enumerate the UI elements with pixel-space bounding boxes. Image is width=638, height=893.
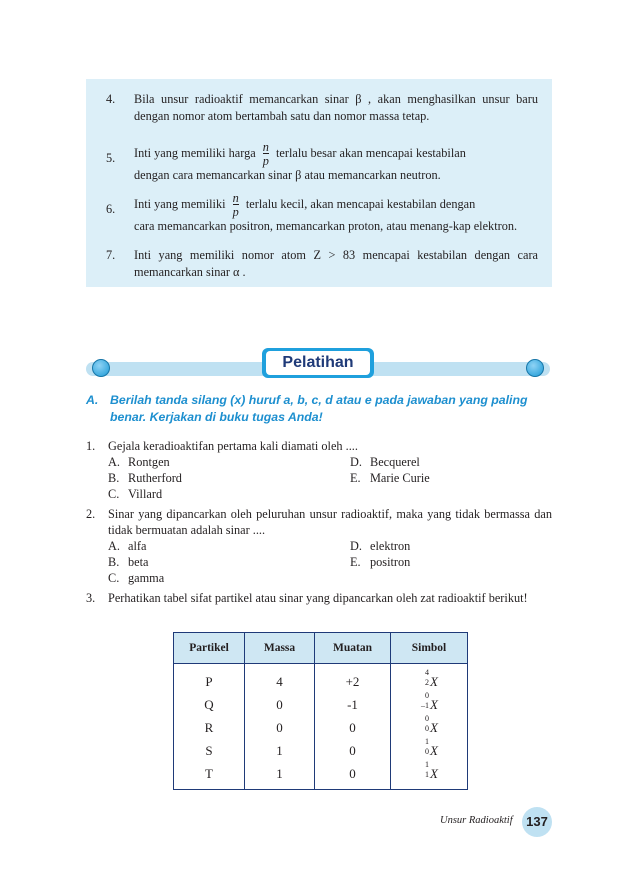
fraction-denominator: p <box>262 154 269 168</box>
option-letter: D. <box>350 539 362 553</box>
instruction <box>86 392 552 426</box>
summary-item-6 <box>106 192 538 235</box>
item-number: 4. <box>106 92 116 106</box>
cell-simbol <box>391 713 468 739</box>
atomic-number: 0 <box>425 746 430 756</box>
option-text: positron <box>370 555 411 569</box>
fraction <box>263 141 269 167</box>
item-number: 7. <box>106 248 116 262</box>
section-title-box <box>262 348 374 378</box>
fraction <box>233 192 239 218</box>
instruction-letter: A. <box>86 393 99 407</box>
option-letter: E. <box>350 471 361 485</box>
column-header: Partikel <box>174 633 245 664</box>
nuclide-symbol <box>420 690 438 713</box>
chapter-name: Unsur Radioaktif <box>440 815 513 826</box>
mass-number: 1 <box>425 759 430 769</box>
option <box>108 470 182 486</box>
nuclide-symbol <box>420 759 438 782</box>
cell-simbol <box>391 690 468 716</box>
question-3 <box>86 590 552 606</box>
atomic-number: 1 <box>425 769 430 779</box>
summary-box <box>86 79 552 287</box>
nuclide-symbol <box>420 667 438 690</box>
table-row <box>174 693 468 716</box>
cell-massa: 1 <box>245 739 315 762</box>
question-number: 1. <box>86 439 96 453</box>
cell-muatan: 0 <box>315 762 391 790</box>
particle-table <box>173 632 468 790</box>
fraction-numerator: n <box>232 191 239 205</box>
item-text: terlalu besar akan mencapai kestabilan <box>276 145 466 160</box>
item-text: Inti yang memiliki <box>134 196 226 211</box>
right-dot-icon <box>526 359 544 377</box>
column-header: Simbol <box>391 633 468 664</box>
option <box>350 538 410 554</box>
symbol-letter: X <box>430 765 438 781</box>
mass-number: 4 <box>425 667 430 677</box>
item-text: Inti yang memiliki nomor atom Z > 83 mencapai kestabilan dengan cara memancarkan sinar α . <box>134 248 538 279</box>
column-header: Massa <box>245 633 315 664</box>
question-text: Perhatikan tabel sifat partikel atau sinar yang dipancarkan oleh zat radioaktif berikut! <box>108 591 528 605</box>
option <box>108 486 162 502</box>
item-number: 5. <box>106 151 116 165</box>
table-row <box>174 739 468 762</box>
option-text: Marie Curie <box>370 471 430 485</box>
left-dot-icon <box>92 359 110 377</box>
option-text: elektron <box>370 539 411 553</box>
option-text: alfa <box>128 539 147 553</box>
question-2 <box>86 506 552 538</box>
atomic-number: –1 <box>421 700 430 710</box>
cell-muatan: +2 <box>315 664 391 694</box>
cell-muatan: -1 <box>315 693 391 716</box>
symbol-letter: X <box>430 719 438 735</box>
cell-simbol <box>391 664 468 694</box>
item-text: terlalu kecil, akan mencapai kestabilan dengan <box>245 196 476 211</box>
option <box>108 570 164 586</box>
question-text: Gejala keradioaktifan pertama kali diamati oleh .... <box>108 439 358 453</box>
item-text-line2: cara memancarkan positron, memancarkan proton, atau menang-kap elektron. <box>134 219 518 233</box>
option-text: Villard <box>128 487 163 501</box>
table-row <box>174 664 468 694</box>
option-letter: C. <box>108 487 120 501</box>
cell-partikel: S <box>174 739 245 762</box>
cell-muatan: 0 <box>315 716 391 739</box>
option <box>108 554 148 570</box>
item-text: Inti yang memiliki harga <box>134 145 256 160</box>
summary-item-7 <box>106 247 538 281</box>
option <box>350 454 420 470</box>
question-number: 2. <box>86 507 96 521</box>
option-text: Rontgen <box>128 455 170 469</box>
option-letter: E. <box>350 555 361 569</box>
instruction-text: Berilah tanda silang (x) huruf a, b, c, d atau e pada jawaban yang paling benar. Kerjakan di buku tugas Anda! <box>110 393 528 424</box>
column-header: Muatan <box>315 633 391 664</box>
option <box>350 554 410 570</box>
cell-massa: 4 <box>245 664 315 694</box>
mass-number: 0 <box>425 713 430 723</box>
option-letter: D. <box>350 455 362 469</box>
option-text: Rutherford <box>128 471 182 485</box>
option-text: beta <box>128 555 149 569</box>
question-1 <box>86 438 552 454</box>
cell-partikel: Q <box>174 693 245 716</box>
option-letter: C. <box>108 571 120 585</box>
item-number: 6. <box>106 202 116 216</box>
nuclide-symbol <box>420 736 438 759</box>
cell-simbol <box>391 759 468 790</box>
option <box>108 538 146 554</box>
cell-partikel: P <box>174 664 245 694</box>
symbol-letter: X <box>430 742 438 758</box>
fraction-denominator: p <box>232 205 239 219</box>
table-header-row <box>174 633 468 664</box>
item-text: Bila unsur radioaktif memancarkan sinar β , akan menghasilkan unsur baru dengan nomor atom bertambah satu dan nomor massa tetap. <box>134 92 538 123</box>
fraction-numerator: n <box>262 140 269 154</box>
cell-massa: 1 <box>245 762 315 790</box>
option-letter: B. <box>108 471 120 485</box>
item-text-line2: dengan cara memancarkan sinar β atau memancarkan neutron. <box>134 168 441 182</box>
symbol-letter: X <box>430 696 438 712</box>
summary-item-4 <box>106 91 538 125</box>
cell-muatan: 0 <box>315 739 391 762</box>
summary-item-5 <box>106 141 538 184</box>
cell-partikel: T <box>174 762 245 790</box>
mass-number: 1 <box>425 736 430 746</box>
question-number: 3. <box>86 591 96 605</box>
option-letter: B. <box>108 555 120 569</box>
page-number: 137 <box>522 807 552 837</box>
option-letter: A. <box>108 539 120 553</box>
table-row <box>174 762 468 790</box>
question-text: Sinar yang dipancarkan oleh peluruhan unsur radioaktif, maka yang tidak bermassa dan tidak bermuatan adalah sinar .... <box>108 507 552 537</box>
cell-simbol <box>391 736 468 762</box>
section-title: Pelatihan <box>266 351 370 375</box>
option <box>108 454 170 470</box>
option-text: gamma <box>128 571 165 585</box>
cell-partikel: R <box>174 716 245 739</box>
table-row <box>174 716 468 739</box>
option-letter: A. <box>108 455 120 469</box>
cell-massa: 0 <box>245 716 315 739</box>
symbol-letter: X <box>430 673 438 689</box>
option-text: Becquerel <box>370 455 420 469</box>
option <box>350 470 430 486</box>
atomic-number: 2 <box>425 677 430 687</box>
nuclide-symbol <box>420 713 438 736</box>
atomic-number: 0 <box>425 723 430 733</box>
cell-massa: 0 <box>245 693 315 716</box>
mass-number: 0 <box>425 690 430 700</box>
